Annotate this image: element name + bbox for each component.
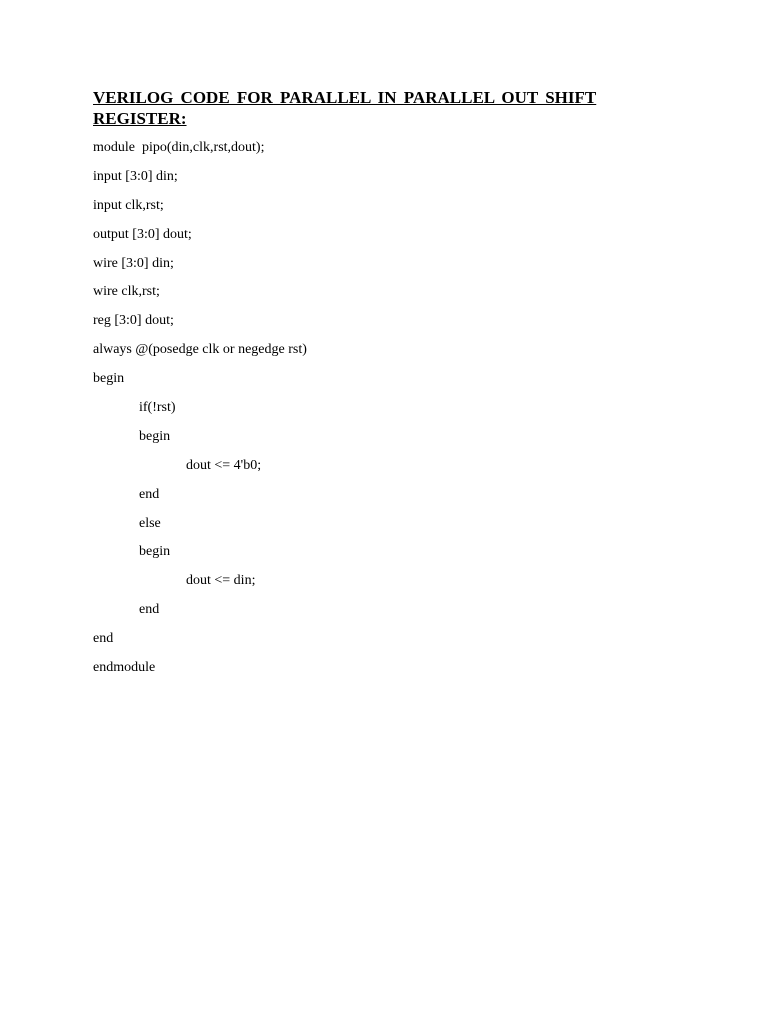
code-line: begin <box>93 371 125 387</box>
code-line: endmodule <box>93 660 156 676</box>
code-line: begin <box>139 544 171 560</box>
code-line: end <box>139 486 160 502</box>
code-line: if(!rst) <box>139 400 176 416</box>
code-line: module pipo(din,clk,rst,dout); <box>93 140 265 155</box>
code-line: begin <box>139 428 171 444</box>
code-line: always @(posedge clk or negedge rst) <box>93 342 307 358</box>
code-line: wire clk,rst; <box>93 284 160 300</box>
verilog-code-block <box>93 138 307 687</box>
document-title: VERILOG CODE FOR PARALLEL IN PARALLEL OUT SHIFT REGISTER: <box>93 88 597 128</box>
code-line: dout <= din; <box>186 573 256 589</box>
code-line: reg [3:0] dout; <box>93 313 174 329</box>
code-line: end <box>93 631 114 647</box>
code-line: output [3:0] dout; <box>93 226 192 242</box>
code-line: wire [3:0] din; <box>93 255 174 271</box>
code-line: end <box>139 602 160 618</box>
code-line: dout <= 4'b0; <box>186 457 262 473</box>
code-line: else <box>139 515 161 531</box>
code-line: input clk,rst; <box>93 197 164 213</box>
code-line: input [3:0] din; <box>93 168 178 184</box>
